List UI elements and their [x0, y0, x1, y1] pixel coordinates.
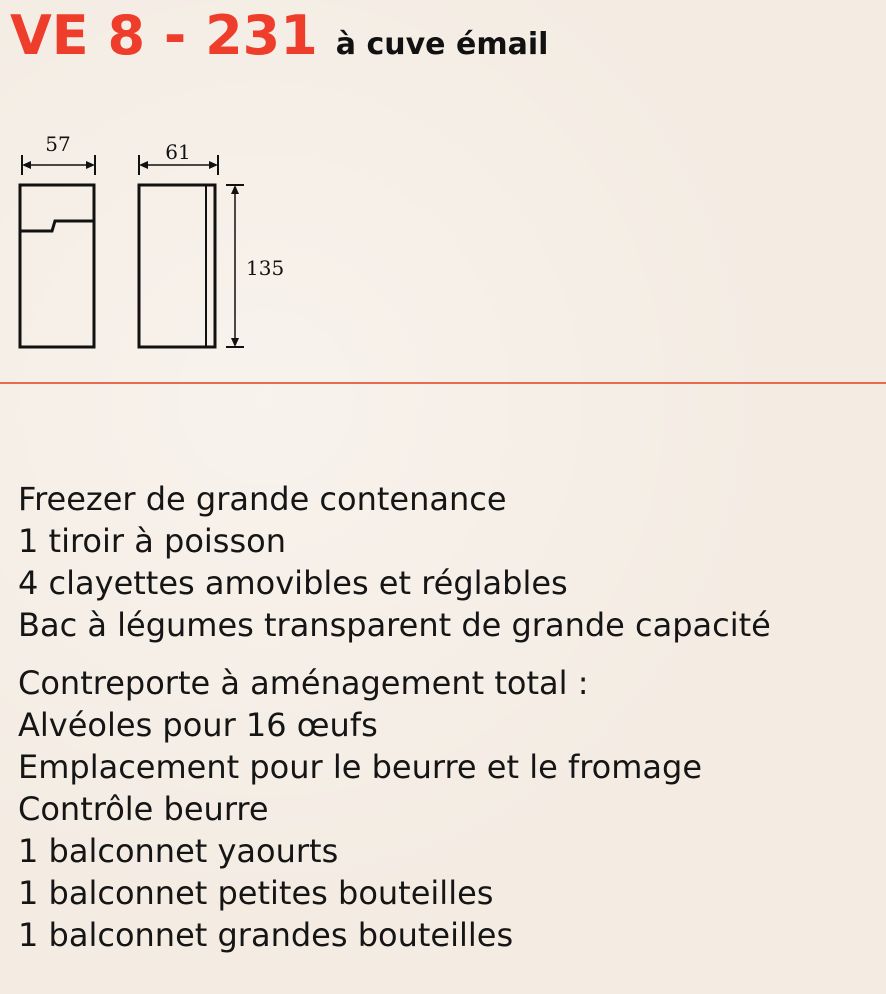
depth-label: 61 [165, 140, 191, 164]
list-item: 1 tiroir à poisson [18, 522, 286, 560]
model-name: VE 8 - 231 [10, 4, 318, 67]
feature-list [18, 478, 771, 972]
feature-group-main [18, 478, 771, 646]
feature-group-door [18, 662, 771, 956]
list-item: 1 balconnet yaourts [18, 832, 339, 870]
list-item: 1 balconnet petites bouteilles [18, 874, 494, 912]
front-view [20, 155, 95, 347]
list-item: Contrôle beurre [18, 790, 269, 828]
list-item: Alvéoles pour 16 œufs [18, 706, 378, 744]
model-subtitle: à cuve émail [335, 27, 549, 62]
list-item: 4 clayettes amovibles et réglables [18, 564, 568, 602]
list-item: 1 balconnet grandes bouteilles [18, 916, 514, 954]
dimension-diagram [0, 120, 300, 360]
divider [0, 382, 886, 384]
list-item: Freezer de grande contenance [18, 480, 507, 518]
list-item: Contreporte à aménagement total : [18, 664, 589, 702]
page-title [10, 4, 548, 67]
side-view [139, 155, 244, 347]
height-label: 135 [246, 256, 285, 280]
width-label: 57 [45, 132, 71, 156]
list-item: Bac à légumes transparent de grande capacité [18, 606, 771, 644]
list-item: Emplacement pour le beurre et le fromage [18, 748, 703, 786]
